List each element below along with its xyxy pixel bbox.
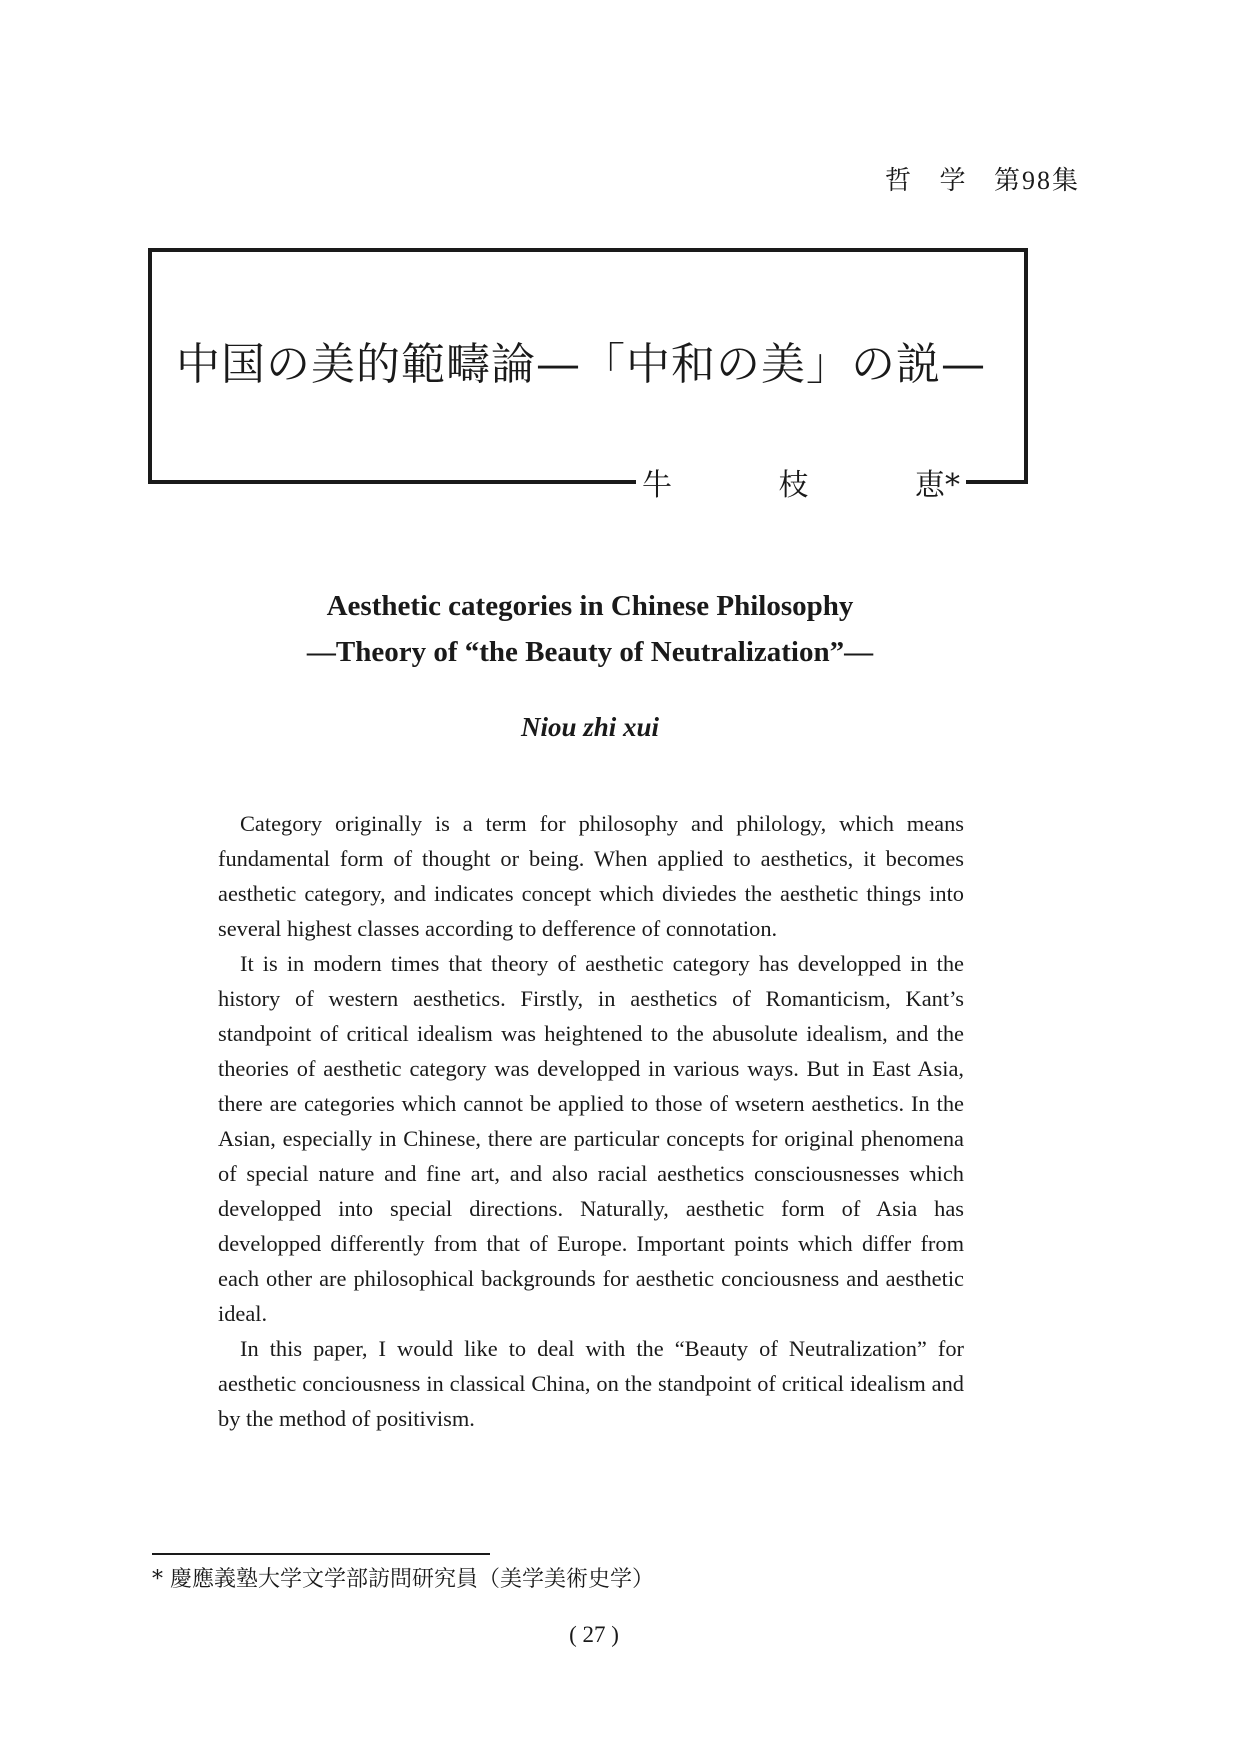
journal-header (867, 160, 1080, 197)
title-frame (148, 248, 1028, 503)
author-char-3: 恵* (915, 468, 960, 503)
journal-volume: 第98集 (993, 166, 1080, 195)
abstract-paragraph-1: Category originally is a term for philosophy and philology, which means fundamental form of thought or being. When applied to aesthetics, it becomes aesthetic category, and indicates concept which diviedes the aesthetic things into several highest classes according to defference of connotation. (218, 811, 964, 941)
english-author: Niou zhi xui (520, 712, 660, 742)
abstract-paragraph-2: It is in modern times that theory of aesthetic category has developped in the history of western aesthetics. Firstly, in aesthetics of Romanticism, Kant’s standpoint of critical idealism was heightened to the abusolute idealism, and the theories of aesthetic category was developped in various ways. But in East Asia, there are categories which cannot be applied to those of wsetern aesthetics. In the Asian, especially in Chinese, there are particular concepts for original phenomena of special nature and fine art, and also racial aesthetics consciousnesses which developped into special directions. Naturally, aesthetic form of Asia has developped differently from that of Europe. Important points which differ from each other are philosophical backgrounds for aesthetic conciousness and aesthetic ideal. (218, 951, 964, 1326)
abstract (218, 806, 964, 1436)
author-char-1: 牛 (642, 468, 672, 503)
frame-top-rule (148, 248, 1028, 252)
japanese-title: 中国の美的範疇論—「中和の美」の説— (176, 339, 986, 390)
abstract-paragraph-3: In this paper, I would like to deal with the “Beauty of Neutralization” for aesthetic conciousness in classical China, on the standpoint of critical idealism and by the method of positivism. (218, 1336, 964, 1431)
frame-right-rule (1024, 248, 1028, 484)
author-char-2: 枝 (778, 468, 809, 503)
journal-name-char2: 学 (939, 166, 968, 195)
japanese-author (636, 460, 966, 504)
footnote-rule (152, 1553, 490, 1555)
english-title-line2: —Theory of “the Beauty of Neutralization”— (306, 636, 874, 668)
frame-left-rule (148, 248, 152, 484)
journal-name-char1: 哲 (884, 166, 913, 195)
page-number: ( 27 ) (569, 1622, 619, 1647)
frame-bottom-right-rule (966, 480, 1028, 484)
english-title-line1: Aesthetic categories in Chinese Philosophy (326, 590, 854, 622)
frame-bottom-left-rule (148, 480, 636, 484)
footnote: * 慶應義塾大学文学部訪問研究員（美学美術史学） (152, 1567, 654, 1592)
